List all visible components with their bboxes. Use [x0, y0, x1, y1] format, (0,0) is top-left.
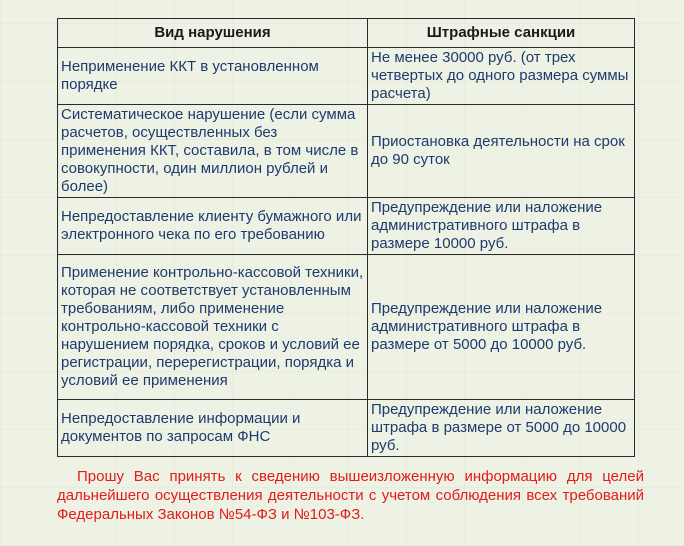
table-row: [58, 105, 635, 198]
violation-cell: Систематическое нарушение (если сумма расчетов, осуществленных без применения ККТ, составила, в том числе в совокупности, один миллион рублей и более): [58, 105, 368, 198]
table-row: [58, 400, 635, 457]
sanction-cell: Предупреждение или наложение штрафа в размере от 5000 до 10000 руб.: [368, 400, 635, 457]
violation-cell: Непредоставление клиенту бумажного или электронного чека по его требованию: [58, 198, 368, 255]
violation-cell: Применение контрольно-кассовой техники, которая не соответствует установленным требованиям, либо применение контрольно-кассовой техники с нарушением порядка, сроков и условий ее регистрации, перерегистрации, порядка и условий ее применения: [58, 255, 368, 400]
penalties-table-container: [57, 18, 634, 457]
header-violation-type: Вид нарушения: [58, 19, 368, 48]
sanction-cell: Предупреждение или наложение административного штрафа в размере 10000 руб.: [368, 198, 635, 255]
header-penalty-sanctions: Штрафные санкции: [368, 19, 635, 48]
violation-cell: Неприменение ККТ в установленном порядке: [58, 48, 368, 105]
sanction-cell: Не менее 30000 руб. (от трех четвертых до одного размера суммы расчета): [368, 48, 635, 105]
violation-cell: Непредоставление информации и документов по запросам ФНС: [58, 400, 368, 457]
footer-note: Прошу Вас принять к сведению вышеизложенную информацию для целей дальнейшего осуществления деятельности с учетом соблюдения всех требований Федеральных Законов №54-ФЗ и №103-ФЗ.: [57, 468, 644, 523]
table-row: [58, 255, 635, 400]
table-row: [58, 198, 635, 255]
sanction-cell: Предупреждение или наложение административного штрафа в размере от 5000 до 10000 руб.: [368, 255, 635, 400]
sanction-cell: Приостановка деятельности на срок до 90 суток: [368, 105, 635, 198]
table-row: [58, 48, 635, 105]
table-header-row: [58, 19, 635, 48]
penalties-table: [57, 18, 635, 457]
